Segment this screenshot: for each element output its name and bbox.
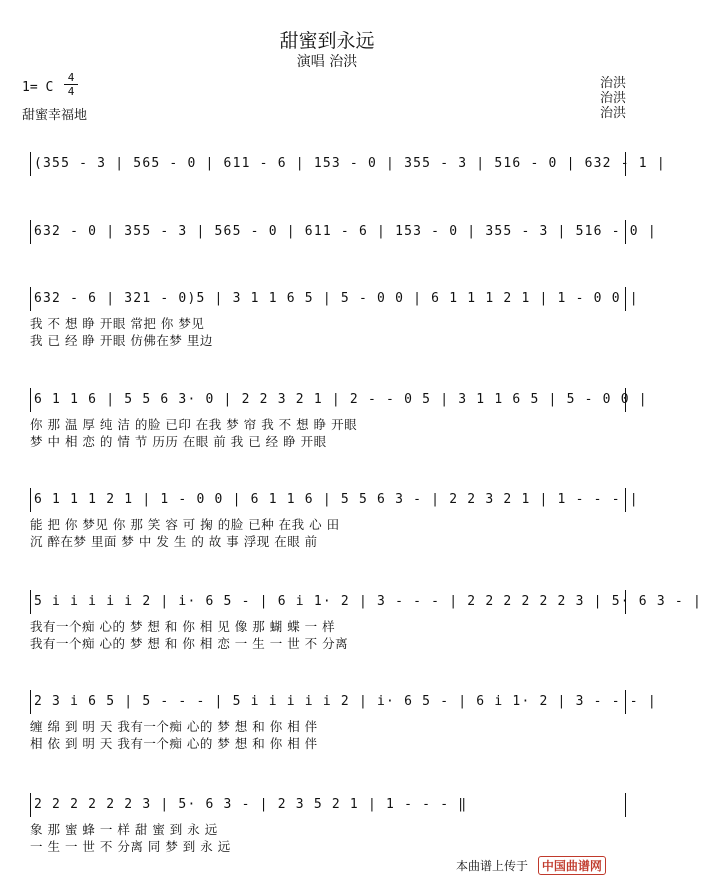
credits — [600, 76, 626, 121]
notes-line: 5 i i i i i 2 | i· 6 5 - | 6 i 1· 2 | 3 - - - | 2 2 2 2 2 2 3 | 5· 6 3 - | — [30, 590, 626, 614]
time-signature-bottom: 4 — [67, 85, 75, 98]
lyric-verse-1: 我 不 想 睁 开眼 常把 你 梦见 — [30, 316, 205, 331]
score-system-4 — [30, 388, 648, 450]
upload-footer — [456, 856, 606, 875]
lyric-verse-2: 相 依 到 明 天 我有一个痴 心的 梦 想 和 你 相 伴 — [30, 736, 318, 751]
lyric-verse-2: 梦 中 相 恋 的 情 节 历历 在眼 前 我 已 经 睁 开眼 — [30, 434, 327, 449]
song-title: 甜蜜到永远 — [279, 30, 375, 52]
lyric-verse-2: 一 生 一 世 不 分离 同 梦 到 永 远 — [30, 839, 231, 854]
lyric-verse-1: 能 把 你 梦见 你 那 笑 容 可 掬 的脸 已种 在我 心 田 — [30, 517, 340, 532]
time-signature-top: 4 — [67, 71, 75, 84]
site-logo[interactable]: 中国曲谱网 — [538, 856, 606, 875]
notes-line: 2 3 i 6 5 | 5 - - - | 5 i i i i i 2 | i· 6 5 - | 6 i 1· 2 | 3 - - - | — [30, 690, 626, 714]
lyric-verse-1: 象 那 蜜 蜂 一 样 甜 蜜 到 永 远 — [30, 822, 218, 837]
lyric-verse-2: 我有一个痴 心的 梦 想 和 你 相 恋 一 生 一 世 不 分离 — [30, 636, 349, 651]
key-signature: 1= C — [22, 80, 54, 95]
score-system-1 — [30, 152, 666, 176]
expression-marking: 甜蜜幸福地 — [22, 108, 88, 123]
notes-line: 632 - 0 | 355 - 3 | 565 - 0 | 611 - 6 | 153 - 0 | 355 - 3 | 516 - 0 | — [30, 220, 626, 244]
lyric-verse-1: 你 那 温 厚 纯 洁 的脸 已印 在我 梦 帘 我 不 想 睁 开眼 — [30, 417, 358, 432]
lyric-verse-1: 缠 绵 到 明 天 我有一个痴 心的 梦 想 和 你 相 伴 — [30, 719, 318, 734]
score-system-8 — [30, 793, 626, 855]
notes-line: 6 1 1 1 2 1 | 1 - 0 0 | 6 1 1 6 | 5 5 6 3 - | 2 2 3 2 1 | 1 - - - | — [30, 488, 626, 512]
score-system-5 — [30, 488, 639, 550]
notes-line: (355 - 3 | 565 - 0 | 611 - 6 | 153 - 0 | 355 - 3 | 516 - 0 | 632 - 1 | — [30, 152, 626, 176]
lyric-verse-1: 我有一个痴 心的 梦 想 和 你 相 见 像 那 蝴 蝶 一 样 — [30, 619, 336, 634]
lyric-verse-2: 我 已 经 睁 开眼 仿佛在梦 里边 — [30, 333, 213, 348]
time-signature — [64, 72, 78, 97]
score-system-7 — [30, 690, 657, 752]
score-system-2 — [30, 220, 657, 244]
score-system-6 — [30, 590, 702, 652]
credit-lyricist: 治洪 — [599, 76, 626, 91]
lyric-verse-2: 沉 醉在梦 里面 梦 中 发 生 的 故 事 浮现 在眼 前 — [30, 534, 318, 549]
notes-line: 2 2 2 2 2 2 3 | 5· 6 3 - | 2 3 5 2 1 | 1 - - - ‖ — [30, 793, 626, 817]
credit-composer: 治洪 — [599, 91, 626, 106]
notes-line: 632 - 6 | 321 - 0)5 | 3 1 1 6 5 | 5 - 0 0 | 6 1 1 1 2 1 | 1 - 0 0 | — [30, 287, 626, 311]
performer-line: 演唱 治洪 — [296, 54, 358, 70]
credit-arranger: 治洪 — [599, 106, 626, 121]
footer-text: 本曲谱上传于 — [456, 859, 529, 873]
score-system-3 — [30, 287, 639, 349]
notes-line: 6 1 1 6 | 5 5 6 3· 0 | 2 2 3 2 1 | 2 - - 0 5 | 3 1 1 6 5 | 5 - 0 0 | — [30, 388, 626, 412]
